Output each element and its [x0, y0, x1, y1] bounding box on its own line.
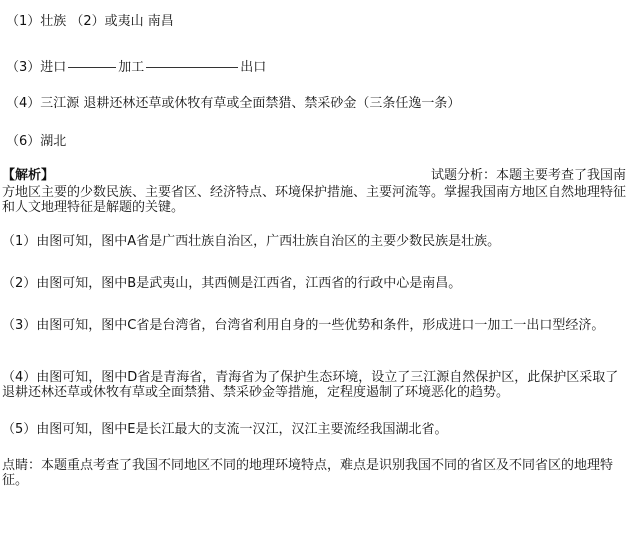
answer-3-prefix: （3）进口	[6, 60, 67, 75]
analysis-point-4: （4）由图可知，图中D省是青海省，青海省为了保护生态环境，设立了三江源自然保护区，此保护区采取了退耕还林还草或休牧有草或全面禁猎、禁采砂金等措施，定程度遏制了环境恶化的趋势。	[2, 370, 619, 400]
analysis-intro-continued: 方地区主要的少数民族、主要省区、经济特点、环境保护措施、主要河流等。掌握我国南方地区自然地理特征和人文地理特征是解题的关键。	[2, 185, 627, 215]
answer-4-text: （4）三江源 退耕还林还草或休牧有草或全面禁猎、禁采砂金（三条任逸一条）	[6, 96, 461, 111]
answer-3-suffix: 出口	[240, 60, 267, 75]
flow-dash-2	[146, 67, 238, 68]
answer-6-text: （6）湖北	[6, 134, 67, 149]
analysis-heading: 【解析】	[2, 168, 55, 183]
flow-dash-1	[68, 67, 116, 68]
analysis-point-2: （2）由图可知，图中B是武夷山，其西侧是江西省，江西省的行政中心是南昌。	[2, 276, 462, 291]
analysis-point-3: （3）由图可知，图中C省是台湾省，台湾省利用自身的一些优势和条件，形成进口一加工一出口型经济。	[2, 318, 605, 333]
answer-line-3	[6, 60, 266, 76]
analysis-point-5: （5）由图可知，图中E是长江最大的支流一汉江，汉江主要流经我国湖北省。	[2, 422, 448, 437]
answer-3-mid: 加工	[118, 60, 145, 75]
comment-note: 点睛：本题重点考查了我国不同地区不同的地理环境特点，难点是识别我国不同的省区及不同省区的地理特征。	[2, 458, 614, 488]
answer-line-4	[6, 96, 460, 112]
analysis-intro-right: 试题分析：本题主要考查了我国南	[430, 168, 626, 183]
answer-1-2-text: （1）壮族 （2）或夷山 南昌	[6, 14, 174, 29]
answer-line-1	[6, 14, 174, 30]
answer-line-6	[6, 134, 66, 150]
analysis-point-1: （1）由图可知，图中A省是广西壮族自治区，广西壮族自治区的主要少数民族是壮族。	[2, 234, 501, 249]
